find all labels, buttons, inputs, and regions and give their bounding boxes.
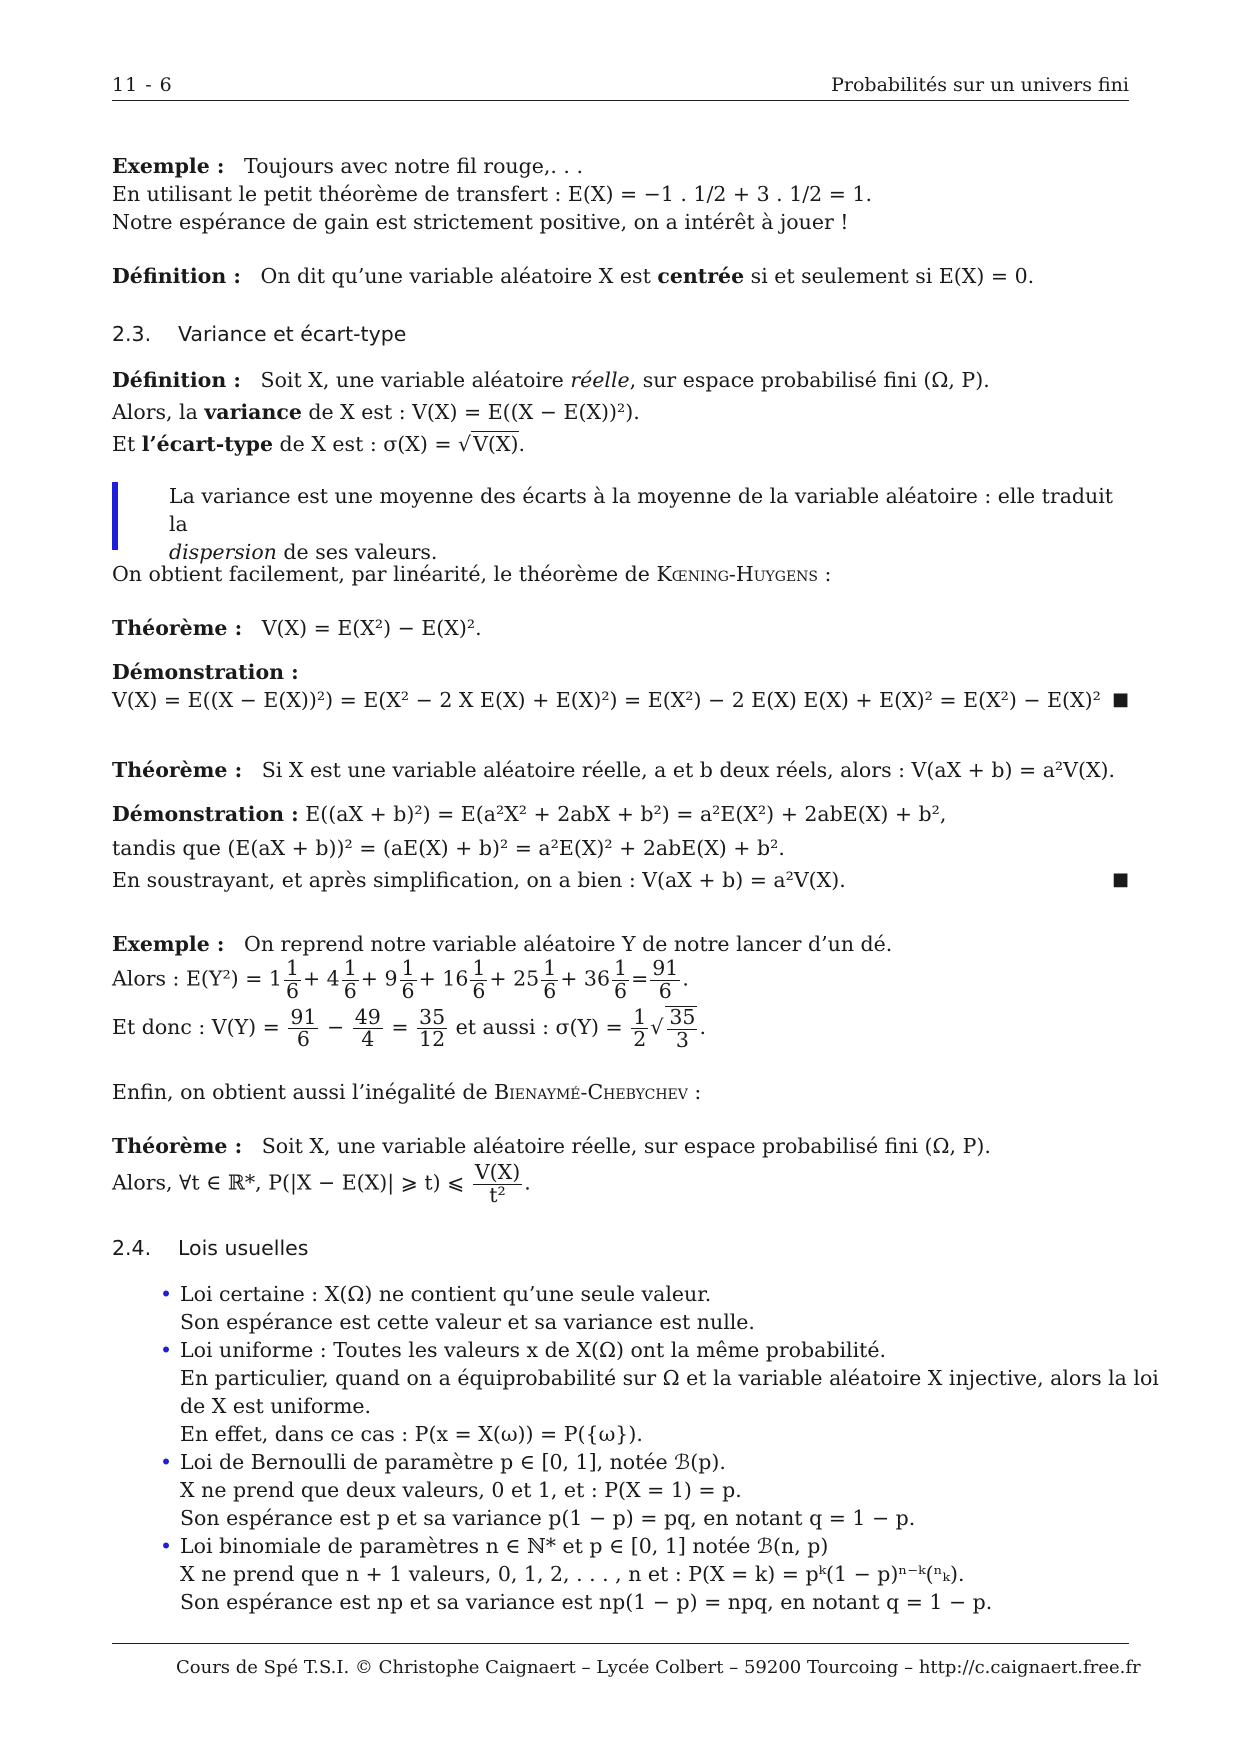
- section-heading-2-3: 2.3. Variance et écart-type: [112, 322, 407, 346]
- ex2-fraction: $\frac{1}{6}$: [472, 956, 486, 1003]
- ex2-fraction: $\frac{1}{6}$: [401, 956, 415, 1003]
- footer-text: Cours de Spé T.S.I. © Christophe Caignaert – Lycée Colbert – 59200 Tourcoing – http://c.caignaert.free.fr: [176, 1657, 1141, 1678]
- chapter-title: Probabilités sur un univers fini: [831, 74, 1129, 96]
- example-die-variance: Exemple : On reprend notre variable aléatoire Y de notre lancer d’un dé. Alors : E(Y²) = 1 $\frac{1}{6}$ + 4 $\frac{1}{6}$ + 9 $\frac{1}{6}$ + 16 $\frac{1}{6}$ + 25 $\frac{1}{6}$ + 36 $\frac{1}{6}$ = $\frac{91}{6}$ . Et donc : V(Y) = $\frac{91}{6}$ − $\frac{49}{4}$ = $\frac{35}{12}$ et aussi : σ(Y) = $\frac{1}{2}$ √ $\frac{35}{3}$ .: [112, 930, 1129, 1051]
- bullet-icon: •: [160, 1450, 173, 1474]
- page-number: 11 - 6: [112, 74, 173, 96]
- law-line: Loi uniforme : Toutes les valeurs x de X(Ω) ont la même probabilité.: [180, 1338, 887, 1362]
- theorem-affine-variance: Théorème : Si X est une variable aléatoire réelle, a et b deux réels, alors : V(aX + b) = a²V(X).: [112, 758, 1116, 782]
- ex2-fraction: $\frac{1}{6}$: [614, 956, 628, 1003]
- page-header: [112, 74, 1129, 101]
- remark-bar: [112, 482, 118, 550]
- law-line: de X est uniforme.: [180, 1394, 372, 1418]
- footer-rule: [112, 1643, 1129, 1644]
- ex2-fraction: $\frac{1}{6}$: [343, 956, 357, 1003]
- law-line: Loi de Bernoulli de paramètre p ∈ [0, 1], notée ℬ(p).: [180, 1450, 726, 1474]
- bullet-icon: •: [160, 1338, 173, 1362]
- ex2-fraction: $\frac{1}{6}$: [285, 956, 299, 1003]
- demonstration-1: Démonstration : V(X) = E((X − E(X))²) = E(X² − 2 X E(X) + E(X)²) = E(X²) − 2 E(X) E(X) + E(X)² = E(X²) − E(X)² ■: [112, 660, 1129, 712]
- law-line: En effet, dans ce cas : P(x = X(ω)) = P({ω}).: [180, 1422, 643, 1446]
- ex2-fraction: $\frac{1}{6}$: [543, 956, 557, 1003]
- remark-text: La variance est une moyenne des écarts à la moyenne de la variable aléatoire : elle traduit la dispersion de ses valeurs.: [169, 484, 1114, 564]
- ex2-expectation-line: Alors : E(Y²) = 1 $\frac{1}{6}$ + 4 $\frac{1}{6}$ + 9 $\frac{1}{6}$ + 16 $\frac{1}{6}$ + 25 $\frac{1}{6}$ + 36 $\frac{1}{6}$ = $\frac{91}{6}$ .: [112, 956, 689, 1003]
- koenig-huygens-intro: On obtient facilement, par linéarité, le théorème de Kœning-Huygens :: [112, 562, 832, 586]
- ex2-term: 1: [268, 966, 282, 991]
- remark-box: [112, 482, 1129, 564]
- law-line: En particulier, quand on a équiprobabilité sur Ω et la variable aléatoire X injective, alors la loi: [180, 1366, 1159, 1390]
- bullet-icon: •: [160, 1534, 173, 1558]
- theorem-chebychev: Théorème : Soit X, une variable aléatoire réelle, sur espace probabilisé fini (Ω, P). Alors, ∀t ∈ ℝ*, P(|X − E(X)| ⩾ t) ⩽ $\frac{V(X)}{\text{t²}}$ .: [112, 1134, 991, 1207]
- law-line: Loi certaine : X(Ω) ne contient qu’une seule valeur.: [180, 1282, 712, 1306]
- chebychev-intro: Enfin, on obtient aussi l’inégalité de Bienaymé-Chebychev :: [112, 1080, 702, 1104]
- demonstration-2: Démonstration : E((aX + b)²) = E(a²X² + 2abX + b²) = a²E(X²) + 2abE(X) + b², tandis que (E(aX + b))² = (aE(X) + b)² = a²E(X)² + 2abE(X) + b². En soustrayant, et après simplification, on a bien : V(aX + b) = a²V(X). ■: [112, 802, 1129, 892]
- ex2-variance-line: Et donc : V(Y) = $\frac{91}{6}$ − $\frac{49}{4}$ = $\frac{35}{12}$ et aussi : σ(Y) = $\frac{1}{2}$ √ $\frac{35}{3}$ .: [112, 1004, 707, 1052]
- law-line: Son espérance est np et sa variance est np(1 − p) = npq, en notant q = 1 − p.: [180, 1590, 993, 1614]
- example-transfer: Exemple : Toujours avec notre fil rouge,. . . En utilisant le petit théorème de transfert : E(X) = −1 . 1/2 + 3 . 1/2 = 1. Notre espérance de gain est strictement positive, on a intérêt à jouer !: [112, 154, 872, 234]
- law-item: [112, 1336, 1159, 1448]
- example-label: Exemple :: [112, 154, 225, 178]
- law-line: Son espérance est cette valeur et sa variance est nulle.: [180, 1310, 755, 1334]
- law-line: Son espérance est p et sa variance p(1 − p) = pq, en notant q = 1 − p.: [180, 1506, 916, 1530]
- usual-laws-list: [112, 1280, 1159, 1616]
- ex2-term: + 25: [489, 966, 540, 991]
- law-line: Loi binomiale de paramètres n ∈ ℕ* et p ∈ [0, 1] notée ℬ(n, p): [180, 1534, 829, 1558]
- law-item: [112, 1532, 1129, 1616]
- section-heading-2-4: 2.4. Lois usuelles: [112, 1236, 309, 1260]
- ex2-result-fraction: $\frac{91}{6}$: [652, 956, 679, 1003]
- law-item: [112, 1280, 1129, 1336]
- law-line: X ne prend que n + 1 valeurs, 0, 1, 2, . . . , n et : P(X = k) = pᵏ(1 − p)ⁿ⁻ᵏ(ⁿₖ).: [180, 1562, 965, 1586]
- law-line: X ne prend que deux valeurs, 0 et 1, et : P(X = 1) = p.: [180, 1478, 742, 1502]
- ex2-term: + 9: [360, 966, 398, 991]
- qed-mark: ■: [1111, 689, 1129, 710]
- law-item: [112, 1448, 1129, 1532]
- qed-mark: ■: [1111, 869, 1129, 890]
- ex2-term: + 16: [418, 966, 469, 991]
- bullet-icon: •: [160, 1282, 173, 1306]
- ex2-equals: =: [631, 966, 649, 991]
- ex2-term: + 4: [302, 966, 340, 991]
- definition-centered: Définition : On dit qu’une variable aléatoire X est centrée si et seulement si E(X) = 0.: [112, 264, 1035, 288]
- definition-variance: Définition : Soit X, une variable aléatoire réelle, sur espace probabilisé fini (Ω, P). Alors, la variance de X est : V(X) = E((X − E(X))²). Et l’écart-type de X est : σ(X) = √V(X).: [112, 368, 990, 456]
- ex2-term: + 36: [560, 966, 611, 991]
- theorem-koenig-huygens: Théorème : V(X) = E(X²) − E(X)².: [112, 616, 482, 640]
